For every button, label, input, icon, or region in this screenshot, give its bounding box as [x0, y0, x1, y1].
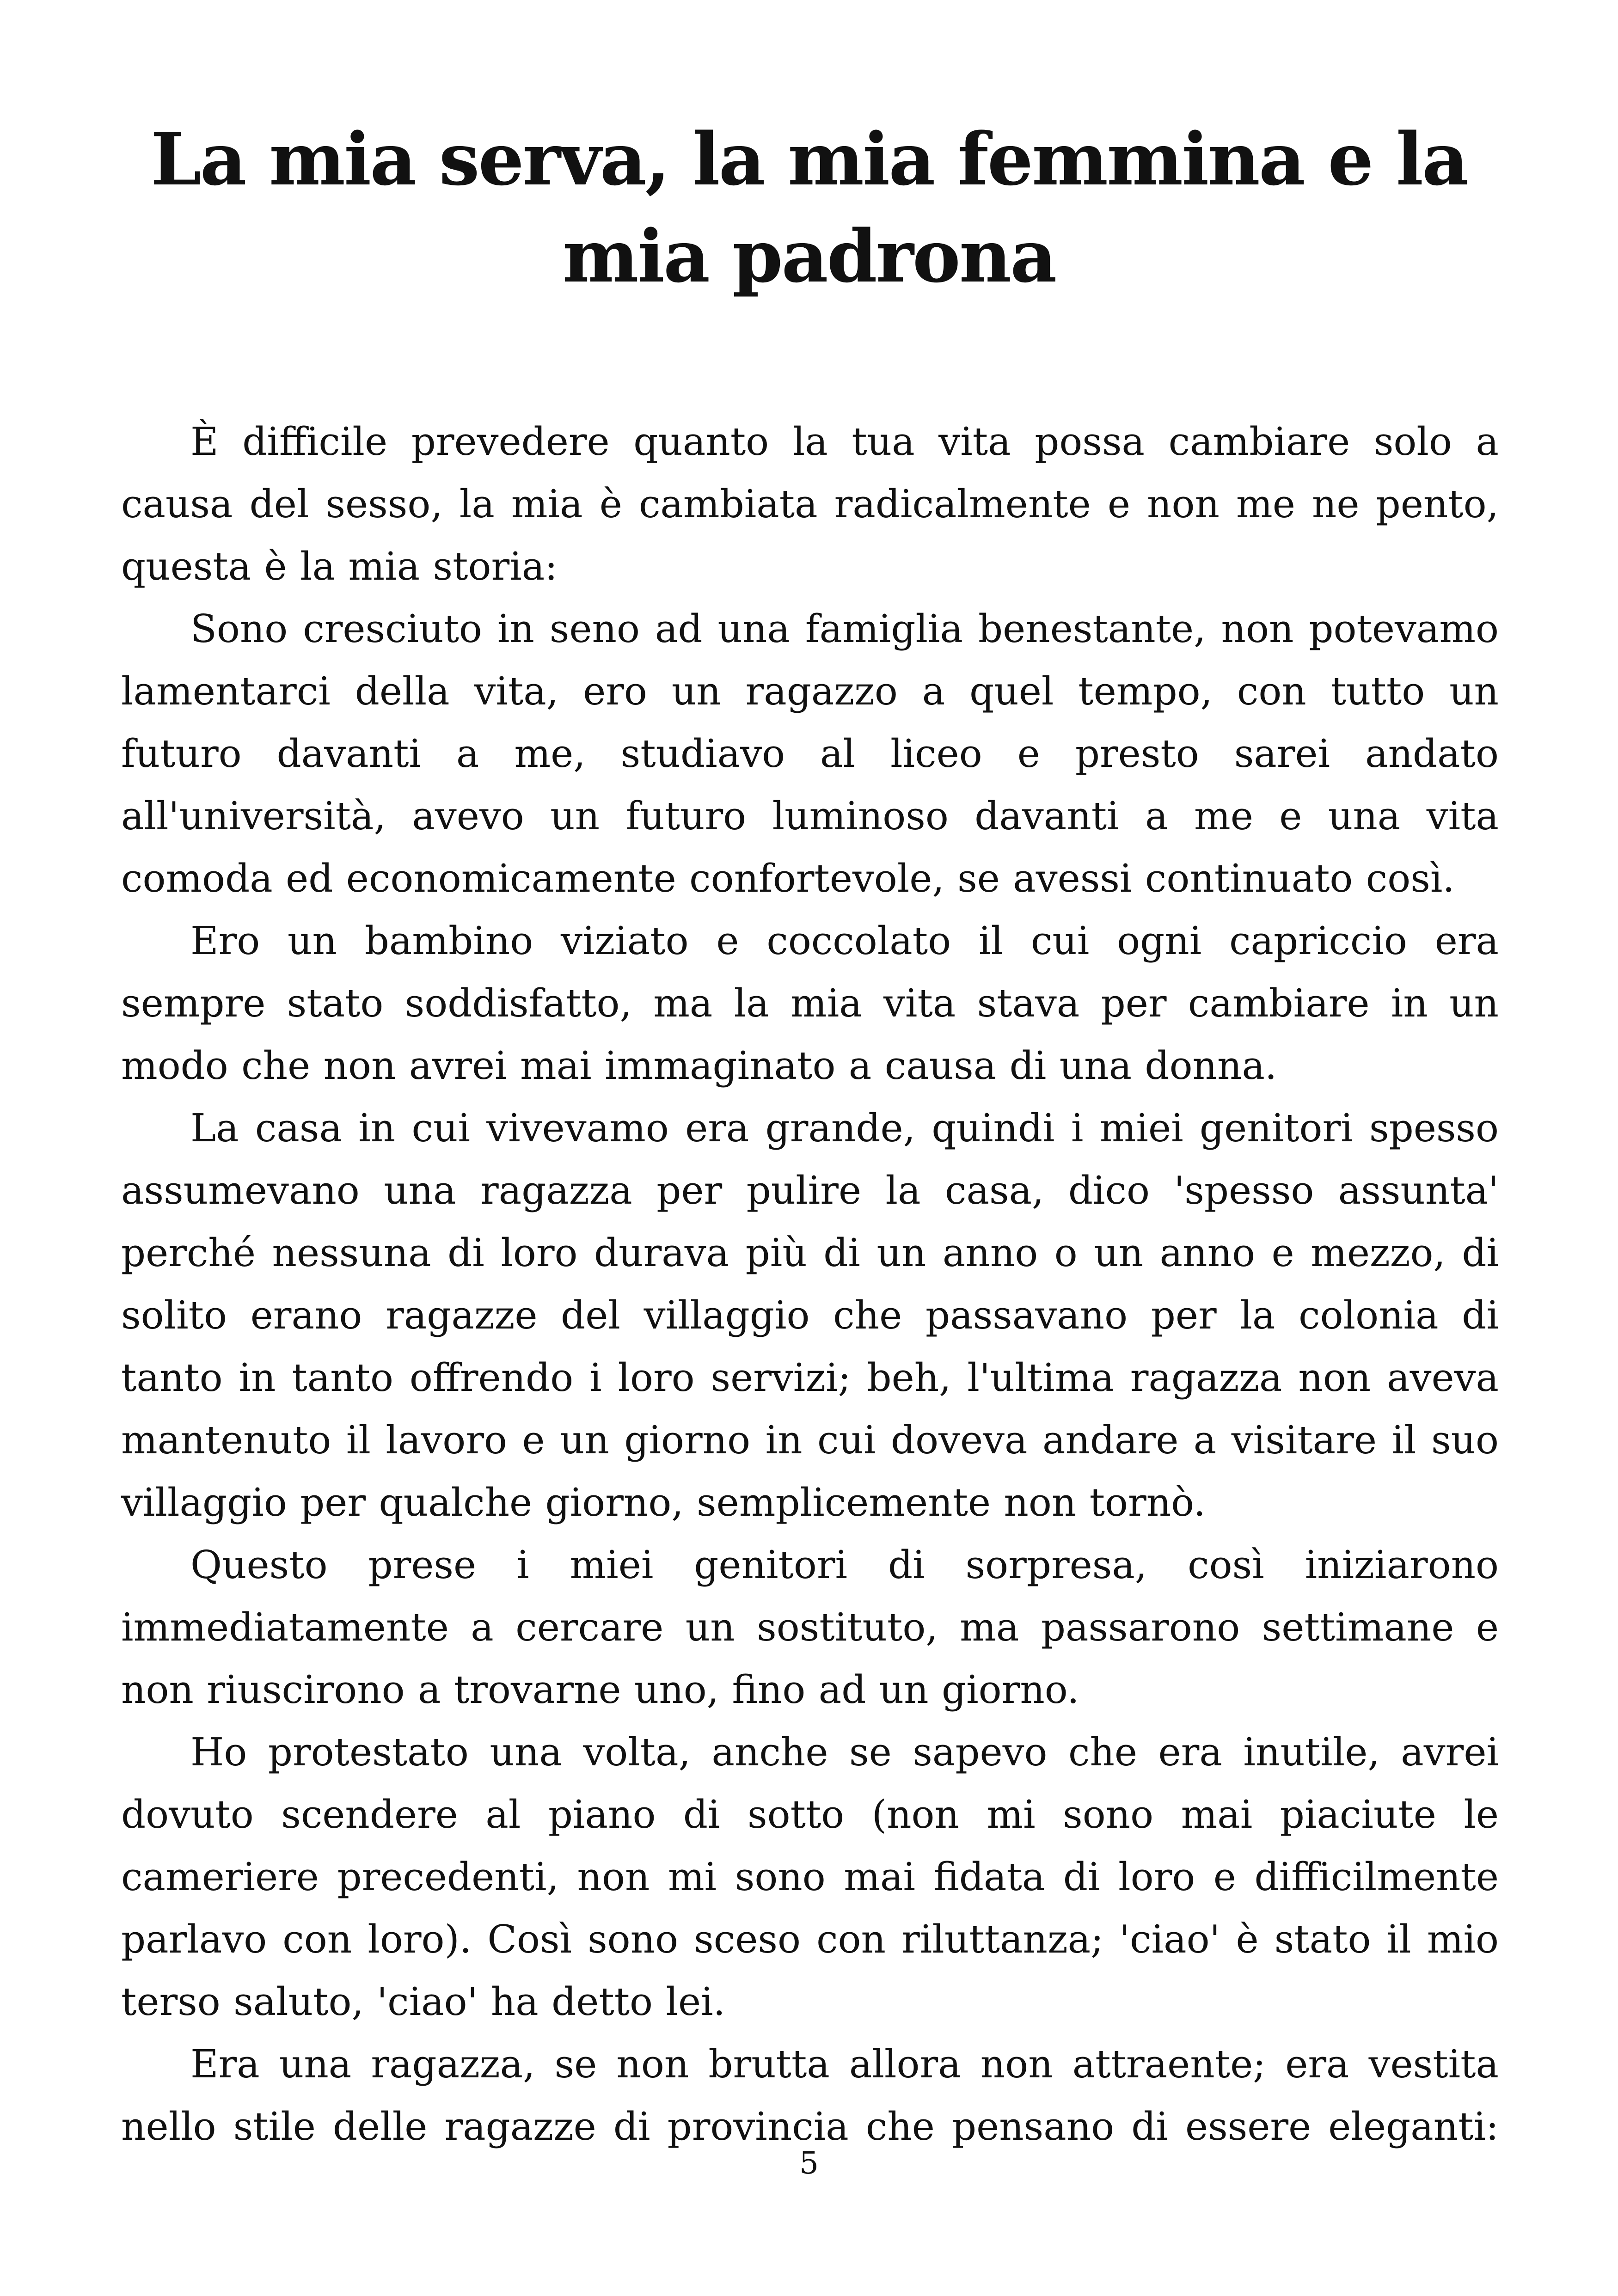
body-text	[121, 410, 1499, 2158]
paragraph: Sono cresciuto in seno ad una famiglia benestante, non potevamo lamentarci della vita, ero un ragazzo a quel tempo, con tutto un futuro davanti a me, studiavo al liceo e presto sarei andato all'università, avevo un futuro luminoso davanti a me e una vita comoda ed economicamente confortevole, se avessi continuato così.	[121, 606, 1499, 901]
paragraph: La casa in cui vivevamo era grande, quindi i miei genitori spesso assumevano una ragazza per pulire la casa, dico 'spesso assunta' perché nessuna di loro durava più di un anno o un anno e mezzo, di solito erano ragazze del villaggio che passavano per la colonia di tanto in tanto offrendo i loro servizi; beh, l'ultima ragazza non aveva mantenuto il lavoro e un giorno in cui doveva andare a visitare il suo villaggio per qualche giorno, semplicemente non tornò.	[121, 1106, 1499, 1525]
paragraph: Questo prese i miei genitori di sorpresa, così iniziarono immediatamente a cercare un sostituto, ma passarono settimane e non riuscirono a trovarne uno, fino ad un giorno.	[121, 1543, 1499, 1712]
chapter-title: La mia serva, la mia femmina e la mia padrona	[150, 117, 1468, 299]
paragraph: È difficile prevedere quanto la tua vita possa cambiare solo a causa del sesso, la mia è cambiata radicalmente e non me ne pento, questa è la mia storia:	[121, 419, 1499, 589]
paragraph: Era una ragazza, se non brutta allora non attraente; era vestita nello stile delle ragazze di provincia che pensano di essere eleganti:	[121, 2042, 1499, 2149]
paragraph: Ho protestato una volta, anche se sapevo che era inutile, avrei dovuto scendere al piano di sotto (non mi sono mai piaciute le cameriere precedenti, non mi sono mai fidata di loro e difficilmente parlavo con loro). Così sono sceso con riluttanza; 'ciao' è stato il mio terso saluto, 'ciao' ha detto lei.	[121, 1730, 1499, 2024]
page-number: 5	[799, 2145, 819, 2181]
paragraph: Ero un bambino viziato e coccolato il cui ogni capriccio era sempre stato soddisfatto, ma la mia vita stava per cambiare in un modo che non avrei mai immaginato a causa di una donna.	[121, 918, 1499, 1088]
